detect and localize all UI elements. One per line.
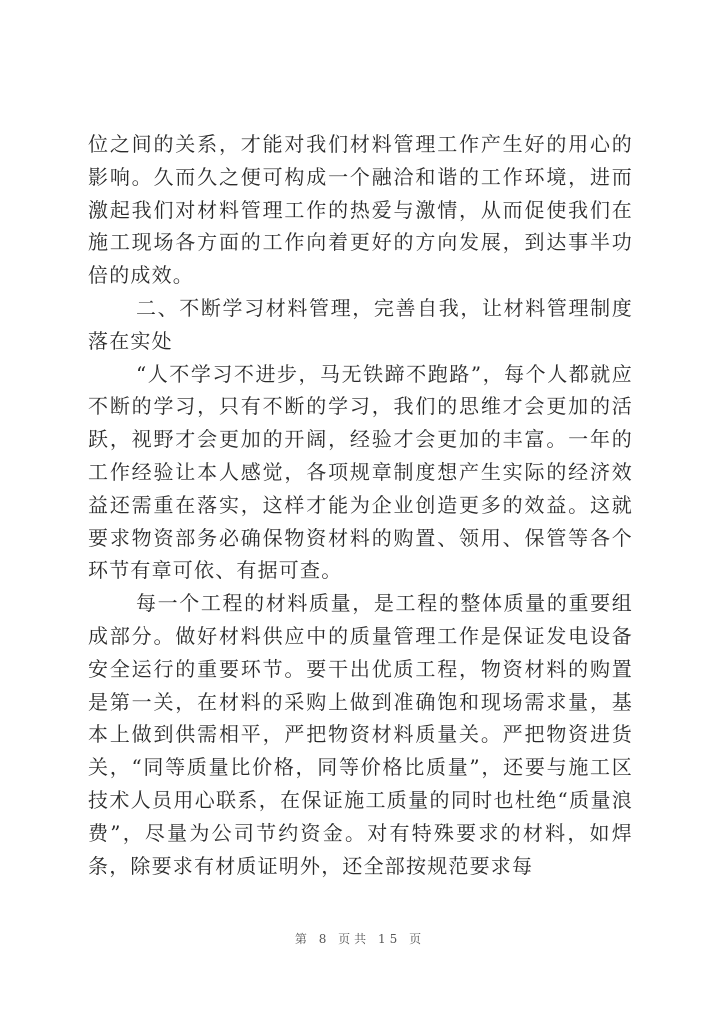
page-number: 第 8 页共 15 页	[294, 932, 426, 946]
body-text	[88, 128, 633, 882]
paragraph-1: 位之间的关系，才能对我们材料管理工作产生好的用心的影响。久而久之便可构成一个融洽和谐的工作环境，进而激起我们对材料管理工作的热爱与激情，从而促使我们在施工现场各方面的工作向着更好的方向发展，到达事半功倍的成效。	[88, 132, 633, 288]
section-heading-2: 二、不断学习材料管理，完善自我，让材料管理制度落在实处	[88, 295, 633, 353]
paragraph-4: 每一个工程的材料质量，是工程的整体质量的重要组成部分。做好材料供应中的质量管理工作是保证发电设备安全运行的重要环节。要干出优质工程，物资材料的购置是第一关，在材料的采购上做到准确饱和现场需求量，基本上做到供需相平，严把物资材料质量关。严把物资进货关，“同等质量比价格，同等价格比质量”，还要与施工区技术人员用心联系，在保证施工质量的同时也杜绝“质量浪费”，尽量为公司节约资金。对有特殊要求的材料，如焊条，除要求有材质证明外，还全部按规范要求每	[88, 591, 633, 878]
paragraph-3: “人不学习不进步，马无铁蹄不跑路”，每个人都就应不断的学习，只有不断的学习，我们的思维才会更加的活跃，视野才会更加的开阔，经验才会更加的丰富。一年的工作经验让本人感觉，各项规章制度想产生实际的经济效益还需重在落实，这样才能为企业创造更多的效益。这就要求物资部务必确保物资材料的购置、领用、保管等各个环节有章可依、有据可查。	[88, 361, 633, 583]
